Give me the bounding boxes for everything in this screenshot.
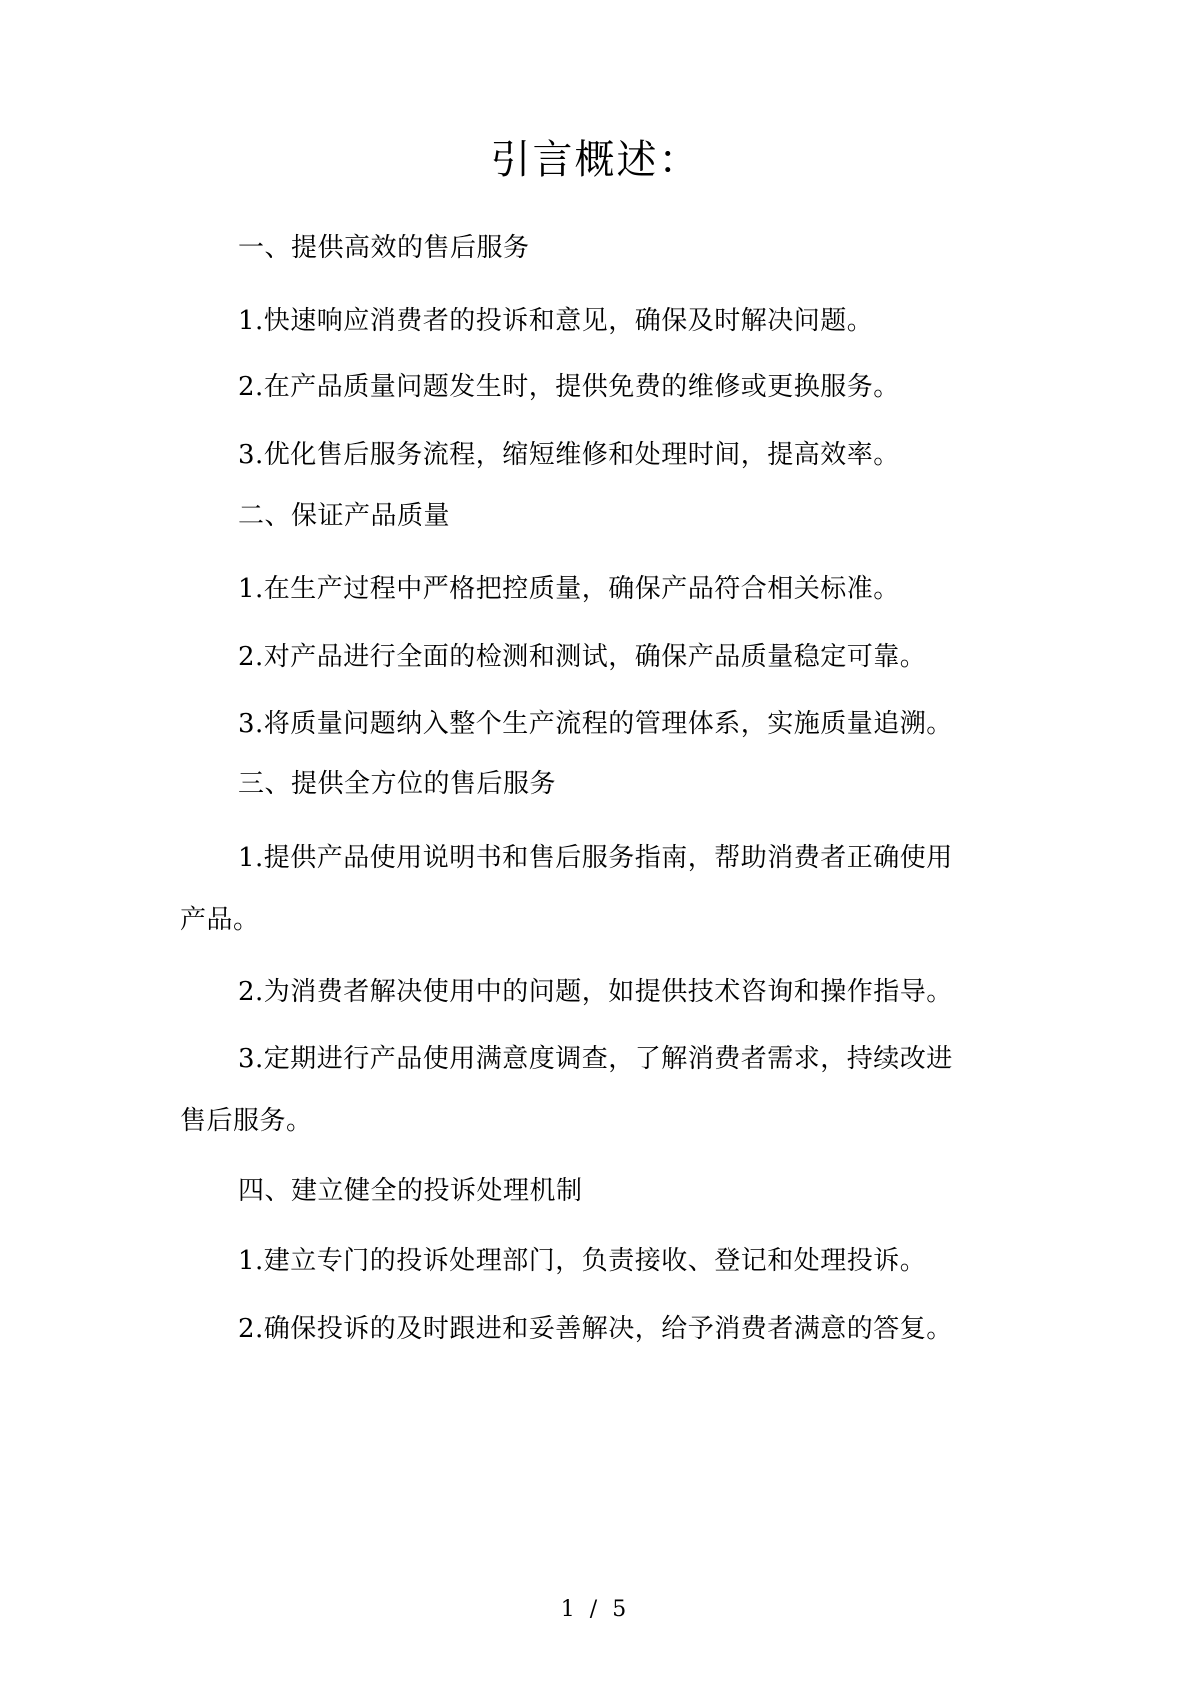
page-number: 1 / 5 bbox=[560, 1597, 631, 1622]
paragraph: 1.在生产过程中严格把控质量，确保产品符合相关标准。 bbox=[238, 574, 900, 604]
paragraph-continuation: 售后服务。 bbox=[180, 1106, 313, 1136]
paragraph: 1.提供产品使用说明书和售后服务指南，帮助消费者正确使用 bbox=[238, 843, 953, 873]
paragraph: 1.建立专门的投诉处理部门，负责接收、登记和处理投诉。 bbox=[238, 1246, 927, 1276]
paragraph: 3.优化售后服务流程，缩短维修和处理时间，提高效率。 bbox=[238, 440, 900, 470]
paragraph: 3.将质量问题纳入整个生产流程的管理体系，实施质量追溯。 bbox=[238, 709, 953, 739]
section-heading-3: 三、提供全方位的售后服务 bbox=[238, 769, 557, 799]
paragraph: 1.快速响应消费者的投诉和意见，确保及时解决问题。 bbox=[238, 306, 874, 336]
paragraph: 2.为消费者解决使用中的问题，如提供技术咨询和操作指导。 bbox=[238, 977, 953, 1007]
paragraph: 2.确保投诉的及时跟进和妥善解决，给予消费者满意的答复。 bbox=[238, 1314, 953, 1344]
section-heading-4: 四、建立健全的投诉处理机制 bbox=[238, 1176, 583, 1206]
paragraph: 3.定期进行产品使用满意度调查，了解消费者需求，持续改进 bbox=[238, 1044, 953, 1074]
paragraph: 2.对产品进行全面的检测和测试，确保产品质量稳定可靠。 bbox=[238, 642, 927, 672]
paragraph-continuation: 产品。 bbox=[180, 905, 260, 935]
document-title: 引言概述： bbox=[490, 137, 701, 183]
paragraph: 2.在产品质量问题发生时，提供免费的维修或更换服务。 bbox=[238, 372, 900, 402]
section-heading-1: 一、提供高效的售后服务 bbox=[238, 233, 530, 263]
section-heading-2: 二、保证产品质量 bbox=[238, 501, 451, 531]
